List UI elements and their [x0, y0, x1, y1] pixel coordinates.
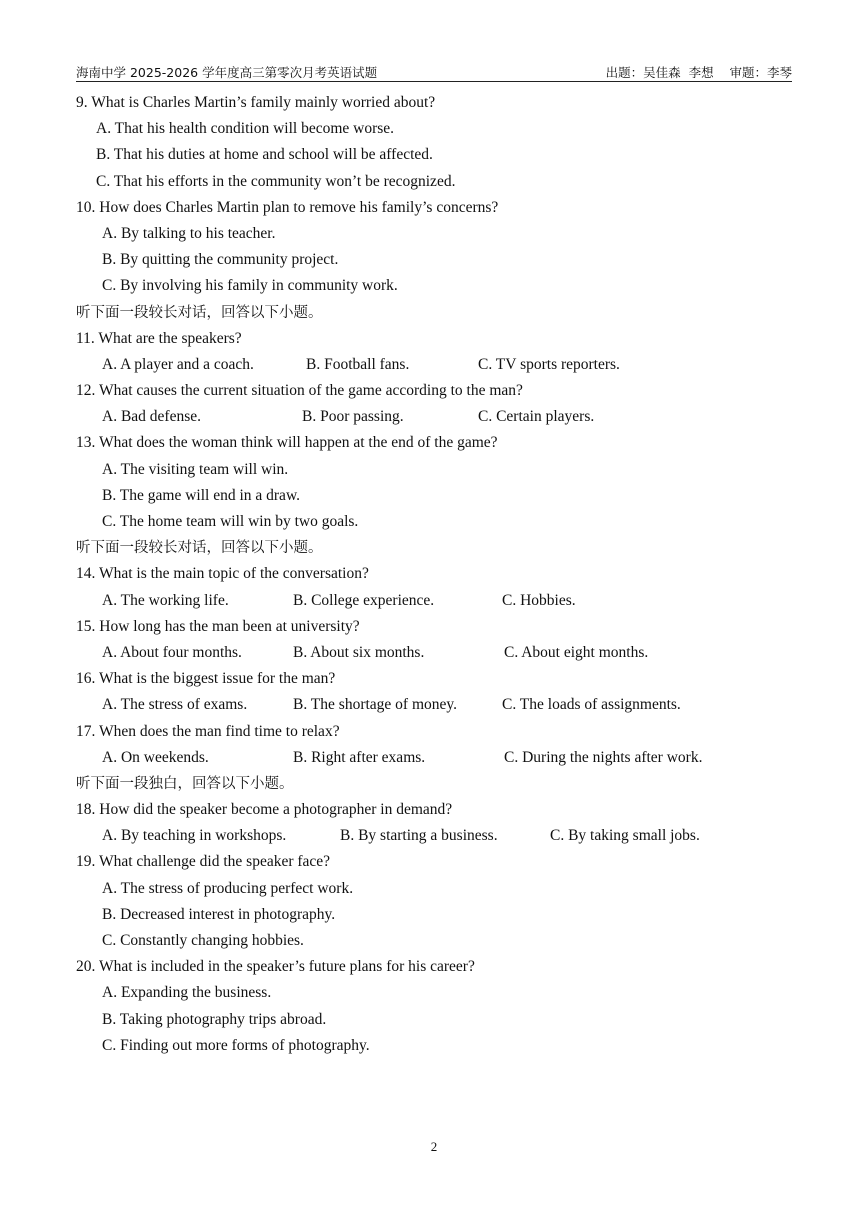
- question-16: 16. What is the biggest issue for the man?: [76, 670, 336, 688]
- q19-option-a: A. The stress of producing perfect work.: [102, 879, 354, 897]
- exam-authors: 出题：吴佳森 李想 审题：李琴: [605, 65, 792, 80]
- q14-option-a: A. The working life.: [102, 591, 229, 609]
- q12-options: [76, 404, 792, 430]
- q12-option-c: C. Certain players.: [478, 408, 595, 426]
- q13-option-a: A. The visiting team will win.: [102, 460, 289, 478]
- q14-option-c: C. Hobbies.: [502, 591, 576, 609]
- q9-option-b: B. That his duties at home and school will be affected.: [96, 146, 433, 164]
- question-20: 20. What is included in the speaker’s future plans for his career?: [76, 958, 475, 976]
- question-9: 9. What is Charles Martin’s family mainly worried about?: [76, 94, 436, 111]
- section-instruction: 听下面一段独白，回答以下小题。: [76, 775, 294, 792]
- q12-option-b: B. Poor passing.: [302, 408, 404, 426]
- q9-option-c: C. That his efforts in the community won’t be recognized.: [96, 172, 456, 190]
- section-instruction: 听下面一段较长对话，回答以下小题。: [76, 540, 323, 557]
- q17-option-c: C. During the nights after work.: [504, 748, 703, 766]
- q16-options: [76, 692, 792, 718]
- q18-options: [76, 823, 792, 849]
- q18-option-a: A. By teaching in workshops.: [102, 827, 287, 845]
- q11-option-b: B. Football fans.: [306, 355, 410, 373]
- question-14: 14. What is the main topic of the conversation?: [76, 565, 369, 583]
- exam-title: 海南中学 2025-2026 学年度高三第零次月考英语试题: [76, 65, 378, 80]
- q9-option-a: A. That his health condition will become worse.: [96, 120, 395, 138]
- q20-option-a: A. Expanding the business.: [102, 984, 272, 1002]
- q14-option-b: B. College experience.: [293, 591, 435, 609]
- q15-option-b: B. About six months.: [293, 643, 425, 661]
- question-11: 11. What are the speakers?: [76, 329, 242, 347]
- question-17: 17. When does the man find time to relax?: [76, 722, 340, 740]
- question-18: 18. How did the speaker become a photographer in demand?: [76, 801, 453, 819]
- q19-option-b: B. Decreased interest in photography.: [102, 905, 336, 923]
- q16-option-b: B. The shortage of money.: [293, 696, 458, 714]
- q11-option-a: A. A player and a coach.: [102, 355, 254, 373]
- q15-option-a: A. About four months.: [102, 643, 242, 661]
- q19-option-c: C. Constantly changing hobbies.: [102, 932, 304, 949]
- q17-option-a: A. On weekends.: [102, 748, 209, 766]
- question-13: 13. What does the woman think will happen at the end of the game?: [76, 434, 498, 452]
- q15-options: [76, 640, 792, 666]
- q20-option-b: B. Taking photography trips abroad.: [102, 1010, 327, 1028]
- q18-option-b: B. By starting a business.: [340, 827, 498, 845]
- q17-options: [76, 745, 792, 771]
- page-number: 2: [430, 1139, 438, 1154]
- q11-options: [76, 352, 792, 378]
- question-10: 10. How does Charles Martin plan to remove his family’s concerns?: [76, 198, 499, 216]
- q10-option-c: C. By involving his family in community work.: [102, 277, 398, 295]
- q16-option-c: C. The loads of assignments.: [502, 696, 681, 714]
- question-list: [76, 90, 792, 1059]
- q11-option-c: C. TV sports reporters.: [478, 355, 620, 373]
- page-header: [76, 61, 792, 82]
- q10-option-a: A. By talking to his teacher.: [102, 224, 276, 242]
- q12-option-a: A. Bad defense.: [102, 408, 201, 426]
- q17-option-b: B. Right after exams.: [293, 748, 426, 766]
- q13-option-b: B. The game will end in a draw.: [102, 486, 301, 504]
- q10-option-b: B. By quitting the community project.: [102, 251, 339, 269]
- q13-option-c: C. The home team will win by two goals.: [102, 513, 359, 530]
- question-19: 19. What challenge did the speaker face?: [76, 853, 331, 871]
- q16-option-a: A. The stress of exams.: [102, 696, 248, 714]
- question-12: 12. What causes the current situation of the game according to the man?: [76, 382, 523, 400]
- q18-option-c: C. By taking small jobs.: [550, 827, 700, 845]
- section-instruction: 听下面一段较长对话，回答以下小题。: [76, 304, 323, 321]
- q20-option-c: C. Finding out more forms of photography.: [102, 1036, 370, 1054]
- q15-option-c: C. About eight months.: [504, 643, 649, 661]
- question-15: 15. How long has the man been at university?: [76, 617, 360, 635]
- q14-options: [76, 588, 792, 614]
